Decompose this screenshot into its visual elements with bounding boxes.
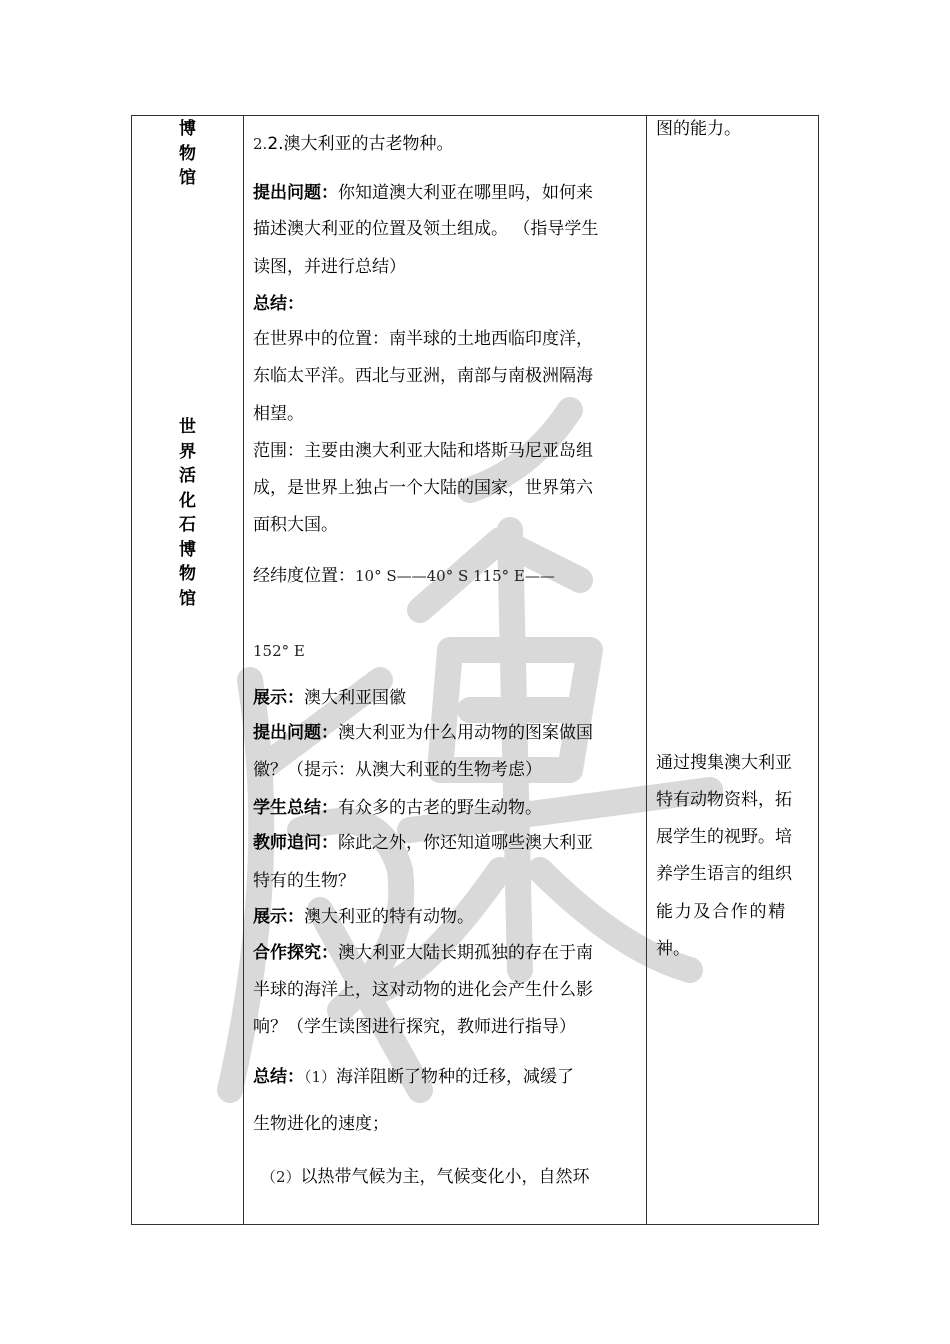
content-line: 合作探究：澳大利亚大陆长期孤独的存在于南 (253, 943, 593, 963)
intent-line: 图的能力。 (656, 119, 741, 139)
section-label-museum: 博 物 馆 (179, 119, 196, 188)
content-line: 描述澳大利亚的位置及领土组成。 （指导学生 (253, 219, 599, 239)
content-line: 半球的海洋上，这对动物的进化会产生什么影 (253, 980, 593, 1000)
section-column (131, 115, 244, 1225)
intent-line: 展学生的视野。培 (656, 827, 792, 847)
intent-line: 能力及合作的精 (656, 902, 787, 922)
content-line: 总结：（1）海洋阻断了物种的迁移，减缓了 (253, 1067, 575, 1087)
intent-line: 神。 (656, 939, 690, 959)
content-line: 展示：澳大利亚的特有动物。 (253, 907, 474, 927)
content-line: 展示：澳大利亚国徽 (253, 688, 406, 708)
content-line: 成，是世界上独占一个大陆的国家，世界第六 (253, 478, 593, 498)
intent-line: 养学生语言的组织 (656, 864, 792, 884)
content-line: 学生总结：有众多的古老的野生动物。 (253, 798, 542, 818)
intent-line: 特有动物资料，拓 (656, 790, 792, 810)
content-line: 徽？（提示：从澳大利亚的生物考虑） (253, 760, 542, 780)
intent-line: 通过搜集澳大利亚 (656, 753, 792, 773)
content-line: 相望。 (253, 404, 304, 424)
content-line: 2.2.澳大利亚的古老物种。 (253, 134, 454, 154)
content-line: 响？（学生读图进行探究，教师进行指导） (253, 1017, 576, 1037)
content-line: 生物进化的速度； (253, 1114, 389, 1134)
content-line: 读图，并进行总结） (253, 257, 406, 277)
content-line: 在世界中的位置：南半球的土地西临印度洋， (253, 329, 593, 349)
content-line: 教师追问：除此之外，你还知道哪些澳大利亚 (253, 833, 593, 853)
content-line: 152° E (253, 642, 305, 660)
content-line: 面积大国。 (253, 515, 338, 535)
content-line: （2）以热带气候为主，气候变化小，自然环 (261, 1167, 590, 1187)
content-line: 东临太平洋。西北与亚洲，南部与南极洲隔海 (253, 366, 593, 386)
content-line: 特有的生物？ (253, 871, 355, 891)
section-label-living-fossil-museum: 世 界 活 化 石 博 物 馆 (179, 417, 196, 609)
content-line: 提出问题：你知道澳大利亚在哪里吗，如何来 (253, 183, 593, 203)
content-line: 范围：主要由澳大利亚大陆和塔斯马尼亚岛组 (253, 441, 593, 461)
content-line-bold: 总结： (253, 294, 304, 314)
content-line: 经纬度位置：10° S——40° S 115° E—— (253, 566, 555, 586)
content-line: 提出问题：澳大利亚为什么用动物的图案做国 (253, 723, 593, 743)
